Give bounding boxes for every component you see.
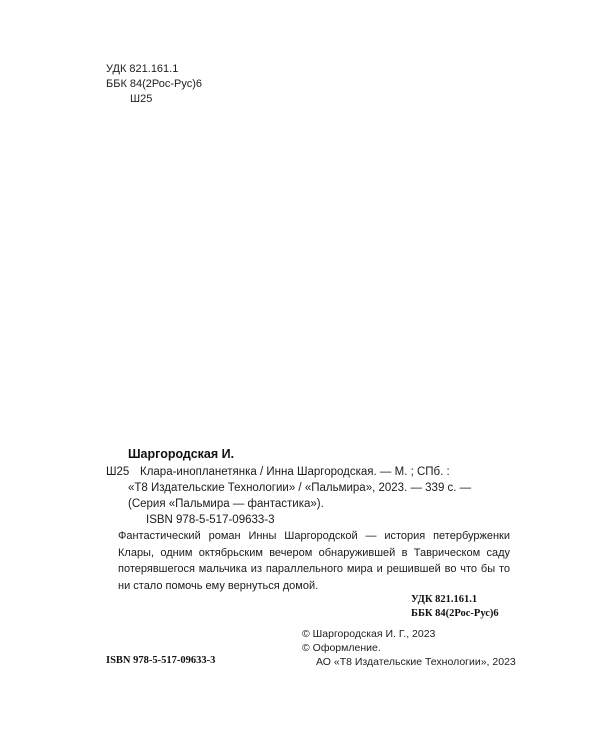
copyright-publisher: АО «Т8 Издательские Технологии», 2023 <box>316 656 516 668</box>
annotation <box>118 528 510 594</box>
entry-line-3: (Серия «Пальмира — фантастика»). <box>128 498 324 510</box>
entry-line-2: «Т8 Издательские Технологии» / «Пальмира», 2023. — 339 с. — <box>128 482 472 494</box>
author-mark: Ш25 <box>106 466 130 478</box>
annotation-text: Фантастический роман Инны Шаргородской — история петербурженки Клары, одним октябрьским вечером обнаружившей в Таврическом саду потерявшегося мальчика из параллельного мира и решившей во что бы то ни стало помочь ему вернуться домой. <box>118 530 510 592</box>
bbk-top: ББК 84(2Рос-Рус)6 <box>106 78 203 90</box>
entry-isbn: ISBN 978-5-517-09633-3 <box>146 514 275 526</box>
bbk-bottom: ББК 84(2Рос-Рус)6 <box>411 608 499 619</box>
footer-isbn: ISBN 978-5-517-09633-3 <box>106 655 216 666</box>
copyright-author: © Шаргородская И. Г., 2023 <box>302 628 436 640</box>
entry-line-1: Клара-инопланетянка / Инна Шаргородская. — М. ; СПб. : <box>140 466 450 478</box>
udk-top: УДК 821.161.1 <box>106 63 179 75</box>
copyright-design: © Оформление. <box>302 642 381 654</box>
udk-bottom: УДК 821.161.1 <box>411 594 478 605</box>
author-mark-top: Ш25 <box>130 93 153 105</box>
author-heading: Шаргородская И. <box>128 447 235 461</box>
